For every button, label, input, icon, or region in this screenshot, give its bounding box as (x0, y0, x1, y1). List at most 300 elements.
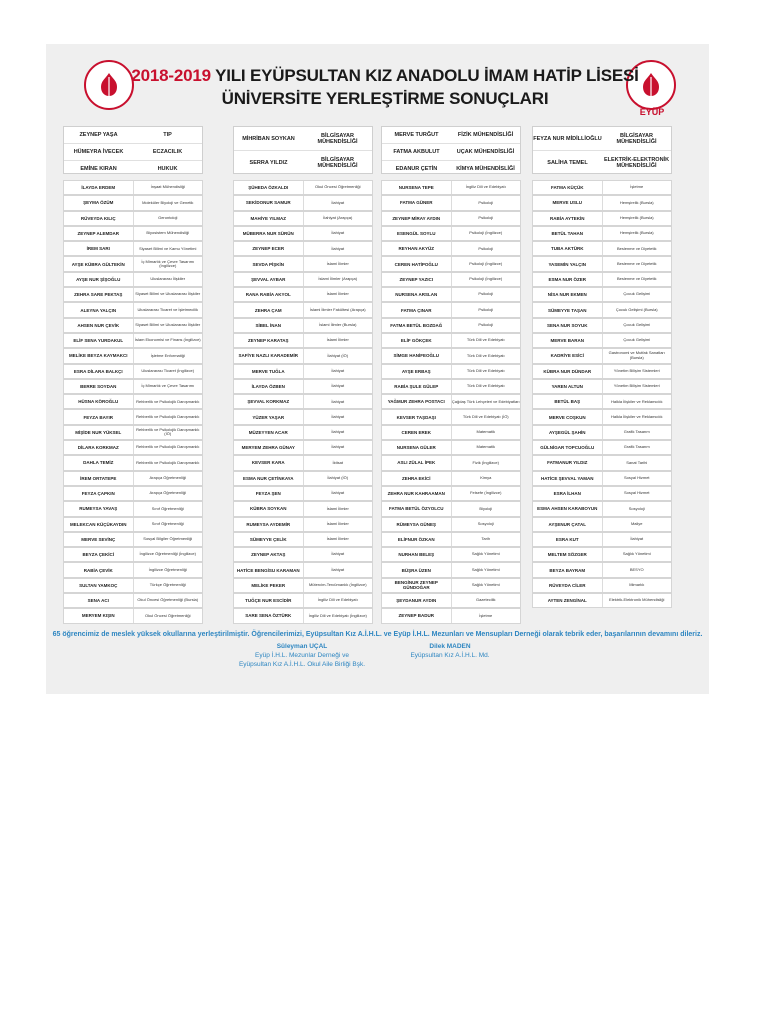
table-row (233, 409, 373, 424)
table-row (532, 578, 672, 593)
tulip-icon (97, 71, 121, 99)
student-name: MERYEM ZEHRA GÜNAY (234, 441, 304, 454)
signature-left-title-1: Eyüp İ.H.L. Mezunlar Derneği ve (255, 652, 349, 659)
department-name: Arapça Öğretmenliği (149, 490, 186, 496)
department-name: Sağlık Yönetimi (622, 551, 651, 557)
student-name: KÜBRA SOYKAN (234, 502, 304, 515)
student-name: CEREN EREK (382, 426, 452, 439)
student-name: MİŞİDE NUR YÜKSEL (64, 426, 134, 439)
student-name: MERVE TUĞLA (234, 365, 304, 378)
table-row (381, 379, 521, 394)
table-row (63, 226, 203, 241)
department-name: İngilizce Öğretmenliği (İngilizce) (139, 551, 196, 557)
student-name: SÜMEYYE TAŞAN (533, 303, 603, 316)
department-name: İlahiyat (331, 566, 345, 572)
student-name: ESRA DİLARA BALKÇI (64, 365, 134, 378)
table-row (63, 287, 203, 302)
student-name: RÜMEYSA GÜNEŞ (382, 518, 452, 531)
table-row (532, 532, 672, 547)
department-name: Sosyal Hizmet (623, 490, 650, 496)
student-name: SARE SENA ÖZTÜRK (234, 609, 304, 622)
department-name: Okul Öncesi Öğretmenliği (314, 184, 361, 190)
student-name: EMİNE KIRAN (80, 166, 117, 172)
department-name: Rehberlik ve Psikolojik Danışmanlık (136, 444, 200, 450)
department-name: İlahiyat (630, 536, 644, 542)
student-name: BÜŞRA ÜZEN (382, 563, 452, 576)
department-name: Sağlık Yönetimi (471, 566, 500, 572)
table-row (532, 318, 672, 333)
table-row (381, 547, 521, 562)
top-result-row (382, 127, 520, 144)
department-name: Uluslararası Ticaret (İngilizce) (141, 367, 195, 373)
table-row (381, 318, 521, 333)
student-name: ESRA KUT (533, 533, 603, 546)
table-row (233, 455, 373, 470)
table-row (381, 256, 521, 271)
department-name: İlahiyat (Arapça) (323, 214, 353, 220)
table-row (381, 287, 521, 302)
student-name: ESENGÜL SOYLU (382, 227, 452, 240)
department-name: İslami İlimler (326, 520, 349, 526)
table-row (532, 562, 672, 577)
student-name: HÜMEYRA İVECEK (73, 149, 124, 155)
table-row (532, 226, 672, 241)
department-name: İlahiyat (İÖ) (327, 352, 349, 358)
student-name: BETÜL BAŞ (533, 395, 603, 408)
student-name: RÜVEYDA CİLER (533, 579, 603, 592)
top-result-block (233, 126, 373, 174)
department-name: Moleküler Biyoloji ve Genetik (142, 199, 194, 205)
student-name: HATİCE BENGİSU KARAMAN (234, 563, 304, 576)
department-name: İlahiyat (331, 551, 345, 557)
table-row (63, 440, 203, 455)
table-row (381, 348, 521, 363)
student-name: MÜZEYYEN ACAR (234, 426, 304, 439)
table-row (233, 547, 373, 562)
table-row (532, 471, 672, 486)
table-row (532, 302, 672, 317)
student-name: ESRA İLHAN (533, 487, 603, 500)
department-name: Sosyoloji (628, 505, 645, 511)
student-name: SAFİYE NAZLI KARADEMİR (234, 349, 304, 362)
results-column (381, 180, 521, 624)
top-result-row (382, 161, 520, 177)
student-name: ZEYNEP KARATAŞ (234, 334, 304, 347)
student-name: YÜZER YAŞAR (234, 410, 304, 423)
student-name: NURSENA GÜLER (382, 441, 452, 454)
student-name: MERYEM KIŞIN (64, 609, 134, 622)
department-name: TIP (163, 132, 172, 138)
department-name: Maliye (630, 520, 643, 526)
student-name: ESMA NUR ÖZER (533, 273, 603, 286)
table-row (233, 593, 373, 608)
student-name: ŞÜHEDA ÖZKALDI (234, 181, 304, 194)
department-name: Sağlık Yönetimi (471, 582, 500, 588)
student-name: FATMANUR YILDIZ (533, 456, 603, 469)
department-name: Hemşirelik (Bursla) (619, 214, 654, 220)
top-result-row (533, 151, 671, 174)
table-row (233, 394, 373, 409)
table-row (63, 501, 203, 516)
table-row (233, 287, 373, 302)
student-name: SÜMEYYE ÇELİK (234, 533, 304, 546)
department-name: Rehberlik ve Psikolojik Danışmanlık (İÖ) (136, 426, 200, 437)
table-row (381, 364, 521, 379)
student-name: ZEHRA SARE PEKTAŞ (64, 288, 134, 301)
student-name: AHSEN NUR ÇEVİK (64, 319, 134, 332)
top-result-row (64, 161, 202, 177)
department-name: İslami İlimler Fakültesi (Arapça) (309, 306, 366, 312)
department-name: İlahiyat (331, 230, 345, 236)
table-row (381, 532, 521, 547)
signature-left-name: Süleyman UÇAL (276, 643, 328, 650)
top-result-block (532, 126, 672, 174)
results-column (63, 180, 203, 624)
department-name: Okul Öncesi Öğretmenliği (144, 612, 191, 618)
table-row (233, 486, 373, 501)
table-row (381, 593, 521, 608)
table-row (233, 532, 373, 547)
student-name: ESMA AHSEN KARABOYUN (533, 502, 603, 515)
department-name: İslami İlimler (Bursla) (319, 322, 357, 328)
student-name: AYŞEGÜL ŞAHİN (533, 426, 603, 439)
student-name: AYŞE NUR ŞİŞOĞLU (64, 273, 134, 286)
student-name: MELİKE BEYZA KAYMAKCI (64, 349, 134, 362)
student-name: KEVSER TAŞDAŞI (382, 410, 452, 423)
department-name: Uluslararası Ticaret ve İşletmecilik (137, 306, 198, 312)
table-row (532, 409, 672, 424)
table-row (63, 517, 203, 532)
top-result-row (64, 127, 202, 144)
department-name: Psikoloji (478, 199, 494, 205)
student-name: MİHRİBAN SOYKAN (242, 135, 295, 142)
department-name: KİMYA MÜHENDİSLİĞİ (456, 166, 515, 172)
student-name: YASEMİN YALÇIN (533, 257, 603, 270)
table-row (532, 195, 672, 210)
table-row (233, 608, 373, 623)
department-name: İslami İlimler (Arapça) (318, 276, 358, 282)
table-row (532, 211, 672, 226)
student-name: KEVSER KARA (234, 456, 304, 469)
department-name: Türk Dili ve Edebiyatı (466, 352, 505, 358)
table-row (381, 562, 521, 577)
department-name: Psikoloji (İngilizce) (469, 230, 503, 236)
department-name: Uluslararası İlişkiler (150, 276, 186, 282)
table-row (63, 471, 203, 486)
table-row (63, 425, 203, 440)
table-row (63, 379, 203, 394)
department-name: İnşaat Mühendisliği (150, 184, 185, 190)
table-row (63, 547, 203, 562)
table-row (532, 348, 672, 363)
student-name: İREM ORTATEPE (64, 472, 134, 485)
student-name: ZEYNEP YAŞA (79, 132, 118, 138)
department-name: Sınıf Öğretmenliği (151, 505, 184, 511)
student-name: MERVE COŞKUN (533, 410, 603, 423)
department-name: İlahiyat (331, 429, 345, 435)
table-row (381, 608, 521, 623)
table-row (233, 195, 373, 210)
department-name: Psikoloji (478, 306, 494, 312)
student-name: MELİKE PEKER (234, 579, 304, 592)
department-name: Çocuk Gelişimi (623, 337, 651, 343)
student-name: MERVE USLU (533, 196, 603, 209)
department-name: Siyaset Bilimi ve Kamu Yönetimi (139, 245, 197, 251)
department-name: Beslenme ve Diyetetik (616, 276, 657, 282)
department-name: Hemşirelik (Bursla) (619, 230, 654, 236)
table-row (532, 364, 672, 379)
department-name: Halkla İlişkiler ve Reklamcılık (610, 413, 663, 419)
department-name: BİLGİSAYAR MÜHENDİSLİĞİ (317, 156, 358, 169)
student-name: KADRİYE ESİCİ (533, 349, 603, 362)
table-row (381, 486, 521, 501)
student-name: RUMEYSA YAVAŞ (64, 502, 134, 515)
table-row (63, 272, 203, 287)
table-row (63, 348, 203, 363)
student-name: NURSENA TEPE (382, 181, 452, 194)
table-row (233, 517, 373, 532)
department-name: Sosyal Bilgiler Öğretmenliği (143, 536, 193, 542)
table-row (233, 471, 373, 486)
table-row (532, 241, 672, 256)
student-name: RABİA ŞULE GÜLEP (382, 380, 452, 393)
student-name: TUĞÇE NUR ESCİDİR (234, 594, 304, 607)
department-name: ELEKTRİK-ELEKTRONİK MÜHENDİSLİĞİ (603, 156, 670, 169)
student-name: MELTEM SÖZGER (533, 548, 603, 561)
table-row (381, 409, 521, 424)
department-name: Çocuk Gelişimi (Bursla) (615, 306, 658, 312)
table-row (381, 394, 521, 409)
table-row (381, 501, 521, 516)
table-row (532, 593, 672, 608)
student-name: DAHLA TEMİZ (64, 456, 134, 469)
table-row (233, 425, 373, 440)
student-name: SİMGE HANİFEOĞLU (382, 349, 452, 362)
table-row (381, 333, 521, 348)
department-name: İlahiyat (331, 245, 345, 251)
table-row (63, 532, 203, 547)
student-name: NİSA NUR EKMEN (533, 288, 603, 301)
student-name: FATMA KÜÇÜK (533, 181, 603, 194)
department-name: İktisat (332, 459, 343, 465)
table-row (381, 195, 521, 210)
department-name: Kimya (480, 474, 492, 480)
student-name: ALEYNA YALÇIN (64, 303, 134, 316)
table-row (381, 517, 521, 532)
department-name: İlahiyat (331, 444, 345, 450)
department-name: Psikoloji (478, 245, 494, 251)
department-name: Sosyoloji (477, 520, 494, 526)
student-name: FATMA AKBULUT (393, 149, 440, 155)
department-name: Mütercim-Tercümanlık (İngilizce) (308, 582, 367, 588)
table-row (63, 241, 203, 256)
department-name: Matematik (476, 444, 495, 450)
department-name: Psikoloji (478, 291, 494, 297)
department-name: İşletme (479, 612, 493, 618)
table-row (532, 425, 672, 440)
table-row (63, 394, 203, 409)
table-row (532, 333, 672, 348)
student-name: BERRE SOYDAN (64, 380, 134, 393)
department-name: Grafik Tasarım (623, 429, 650, 435)
table-row (63, 364, 203, 379)
table-row (233, 348, 373, 363)
department-name: Biyoloji (479, 505, 493, 511)
student-name: FATMA GÜNER (382, 196, 452, 209)
department-name: İlahiyat (331, 490, 345, 496)
table-row (63, 302, 203, 317)
student-name: ZEYNEP ECER (234, 242, 304, 255)
student-name: AYŞE ERBAŞ (382, 365, 452, 378)
student-name: ZEYNEP YAZICI (382, 273, 452, 286)
table-row (532, 501, 672, 516)
department-name: Arapça Öğretmenliği (149, 474, 186, 480)
department-name: Biyosistem Mühendisliği (146, 230, 190, 236)
student-name: ZEYNEP ALEMDAR (64, 227, 134, 240)
student-name: SEKİDONUR SAMUR (234, 196, 304, 209)
student-name: İLAYDA ÖZBEN (234, 380, 304, 393)
table-row (381, 455, 521, 470)
department-name: Türk Dili ve Edebiyatı (466, 383, 505, 389)
student-name: CEREN HATİPOĞLU (382, 257, 452, 270)
student-name: FEYZA BAYIR (64, 410, 134, 423)
department-name: İngiliz Dili ve Edebiyatı (465, 184, 506, 190)
signature-right-title: Eyüpsultan Kız A.İ.H.L. Md. (410, 652, 490, 659)
department-name: HUKUK (157, 166, 178, 172)
table-row (63, 455, 203, 470)
student-name: MÜBERRA NUR SÜRÜN (234, 227, 304, 240)
student-name: SİBEL İNAN (234, 319, 304, 332)
student-name: NURSENA ARSLAN (382, 288, 452, 301)
department-name: Sosyal Hizmet (623, 474, 650, 480)
student-name: ELİF GÖKÇEK (382, 334, 452, 347)
department-name: Okul Öncesi Öğretmenliği (Bursla) (137, 597, 199, 603)
student-name: SERRA YILDIZ (249, 159, 288, 166)
department-name: Sınıf Öğretmenliği (151, 520, 184, 526)
table-row (532, 272, 672, 287)
student-name: FATMA BETÜL ÖZYOLCU (382, 502, 452, 515)
department-name: İlahiyat (331, 398, 345, 404)
department-name: Siyaset Bilimi ve Uluslararası İlişkiler (135, 291, 201, 297)
table-row (233, 562, 373, 577)
student-name: ASLI ZÜLAL İPEK (382, 456, 452, 469)
table-row (233, 272, 373, 287)
department-name: İngilizce Öğretmenliği (148, 566, 187, 572)
student-name: ESMA NUR ÇETİNKAYA (234, 472, 304, 485)
department-name: Halkla İlişkiler ve Reklamcılık (610, 398, 663, 404)
student-name: ZEHRA ÇAM (234, 303, 304, 316)
student-name: BEYZA BAYRAM (533, 563, 603, 576)
student-name: AYŞENUR ÇATAL (533, 518, 603, 531)
department-name: İslam Ekonomisi ve Finans (İngilizce) (134, 337, 201, 343)
department-name: BİLGİSAYAR MÜHENDİSLİĞİ (317, 132, 358, 145)
table-row (63, 486, 203, 501)
department-name: İngiliz Dili ve Edebiyatı (317, 597, 358, 603)
department-name: İlahiyat (331, 367, 345, 373)
department-name: Elektrik-Elektronik Mühendisliği (609, 597, 665, 603)
department-name: Gazetecilik (475, 597, 496, 603)
department-name: Rehberlik ve Psikolojik Danışmanlık (136, 459, 200, 465)
department-name: Beslenme ve Diyetetik (616, 260, 657, 266)
student-name: HÜSNA KÖROĞLU (64, 395, 134, 408)
table-row (233, 440, 373, 455)
department-name: Sağlık Yönetimi (471, 551, 500, 557)
table-row (63, 211, 203, 226)
student-name: HATİCE ŞEVVAL YAMAN (533, 472, 603, 485)
department-name: Türkçe Öğretmenliği (149, 582, 186, 588)
table-row (63, 318, 203, 333)
signature-left (232, 642, 372, 669)
table-row (233, 333, 373, 348)
student-name: ZEYNEP AKTAŞ (234, 548, 304, 561)
student-name: BEYZA ÇEKİCİ (64, 548, 134, 561)
department-name: Psikoloji (478, 322, 494, 328)
student-name: ŞEYMA ÖZÜM (64, 196, 134, 209)
department-name: İlahiyat (331, 383, 345, 389)
student-name: GÜLNİGAR TOPCUOĞLU (533, 441, 603, 454)
student-name: NURHAN BELEŞ (382, 548, 452, 561)
student-name: FATMA BETÜL BOZDAĞ (382, 319, 452, 332)
student-name: ŞEYDANUR AYDIN (382, 594, 452, 607)
table-row (381, 272, 521, 287)
table-row (233, 379, 373, 394)
student-name: AYŞE KÜBRA GÜLTEKİN (64, 257, 134, 270)
page-title (120, 64, 650, 110)
student-name: ZEYNEP BADUR (382, 609, 452, 622)
table-row (233, 318, 373, 333)
department-name: Türk Dili ve Edebiyatı (466, 367, 505, 373)
table-row (233, 241, 373, 256)
department-name: Rehberlik ve Psikolojik Danışmanlık (136, 413, 200, 419)
department-name: İşletme (630, 184, 644, 190)
table-row (63, 195, 203, 210)
top-result-row (382, 144, 520, 161)
student-name: KÜBRA NUR DÜNDAR (533, 365, 603, 378)
table-row (381, 578, 521, 593)
table-row (532, 455, 672, 470)
department-name: ECZACILIK (152, 149, 183, 155)
student-name: SENA NUR SOYUK (533, 319, 603, 332)
table-row (381, 180, 521, 195)
table-row (532, 256, 672, 271)
department-name: Çağdaş Türk Lehçeleri ve Edebiyatları (451, 398, 520, 404)
table-row (381, 302, 521, 317)
department-name: Türk Dili ve Edebiyatı (466, 337, 505, 343)
table-row (233, 578, 373, 593)
table-row (381, 425, 521, 440)
title-year: 2018-2019 (131, 66, 211, 85)
table-row (233, 211, 373, 226)
student-name: ŞEVVAL KORKMAZ (234, 395, 304, 408)
department-name: Grafik Tasarım (623, 444, 650, 450)
student-name: FEYZA NUR MİDİLLİOĞLU (533, 135, 602, 142)
department-name: Türk Dili ve Edebiyatı (İÖ) (462, 413, 509, 419)
department-name: İslami İlimler (326, 291, 349, 297)
department-name: İslami İlimler (326, 337, 349, 343)
results-column (233, 180, 373, 624)
student-name: MELEKCAN KÜÇÜKAYDIN (64, 518, 134, 531)
signature-right-name: Dilek MADEN (429, 643, 471, 650)
table-row (381, 226, 521, 241)
department-name: BİLGİSAYAR MÜHENDİSLİĞİ (616, 132, 657, 145)
department-name: Gerontoloji (158, 214, 178, 220)
table-row (381, 241, 521, 256)
student-name: REYHAN AKYÜZ (382, 242, 452, 255)
table-row (532, 486, 672, 501)
department-name: Beslenme ve Diyetetik (616, 245, 657, 251)
student-name: ZEHRA EKİCİ (382, 472, 452, 485)
department-name: İslami İlimler (326, 505, 349, 511)
